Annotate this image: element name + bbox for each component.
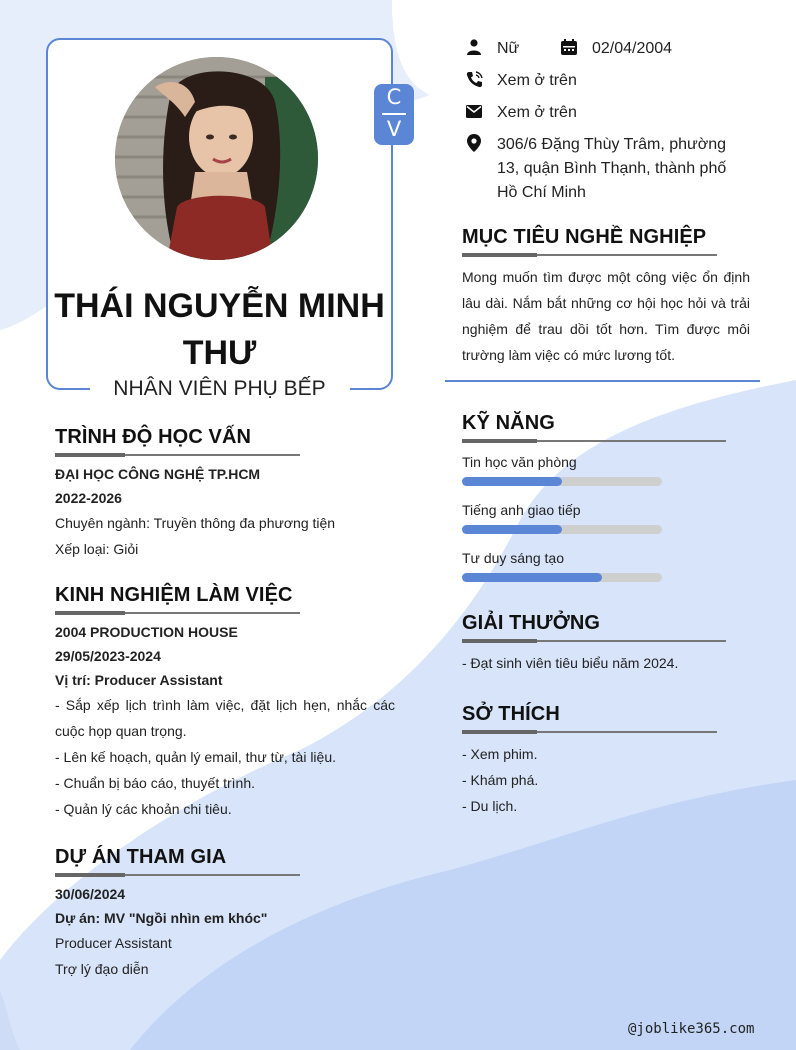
- hobby-item: - Xem phim.: [462, 746, 538, 762]
- experience-duty: - Sắp xếp lịch trình làm việc, đặt lịch hẹn, nhắc các cuộc họp quan trọng.: [55, 697, 395, 739]
- skill-name: Tin học văn phòng: [462, 454, 577, 470]
- candidate-name: THÁI NGUYỄN MINH THƯ: [54, 287, 385, 372]
- experience-title: KINH NGHIỆM LÀM VIỆC: [55, 584, 293, 606]
- project-date: 30/06/2024: [55, 886, 126, 902]
- objective-text: Mong muốn tìm được một công việc ổn định lâu dài. Nắm bắt những cơ hội học hỏi và trải nghiệm để trau dồi tốt hơn. Tìm được môi trường làm việc có mức lương tốt.: [462, 269, 750, 363]
- experience-position: Vị trí: Producer Assistant: [55, 672, 223, 688]
- hobbies-rule: [462, 731, 717, 733]
- skills-section: [462, 412, 752, 598]
- education-school: ĐẠI HỌC CÔNG NGHỆ TP.HCM: [55, 466, 261, 482]
- hobby-item: - Khám phá.: [462, 772, 539, 788]
- right-divider: [445, 380, 760, 382]
- experience-duty: - Lên kế hoạch, quản lý email, thư từ, tài liệu.: [55, 749, 337, 765]
- experience-company: 2004 PRODUCTION HOUSE: [55, 624, 238, 640]
- experience-rule: [55, 612, 300, 614]
- person-icon: [462, 37, 486, 57]
- project-role: Trợ lý đạo diễn: [55, 961, 149, 977]
- projects-rule: [55, 874, 300, 876]
- projects-title: DỰ ÁN THAM GIA: [55, 846, 227, 868]
- contact-gender-row: [462, 37, 672, 61]
- experience-duty: - Quản lý các khoản chi tiêu.: [55, 801, 232, 817]
- cv-badge: [374, 84, 414, 145]
- footer-credit: @joblike365.com: [628, 1021, 755, 1037]
- projects-section: [55, 846, 395, 982]
- skill-name: Tiếng anh giao tiếp: [462, 502, 581, 518]
- gender-text: Nữ: [497, 40, 520, 57]
- profile-photo: [115, 57, 318, 260]
- skill-bar: [462, 525, 662, 534]
- hobby-item: - Du lịch.: [462, 798, 518, 814]
- skill-bar: [462, 477, 662, 486]
- education-title: TRÌNH ĐỘ HỌC VẤN: [55, 426, 252, 448]
- cv-badge-top: C: [386, 85, 402, 109]
- contact-phone-row: [462, 69, 577, 93]
- skill-name: Tư duy sáng tạo: [462, 550, 564, 566]
- hobbies-list: [462, 741, 752, 819]
- skills-rule: [462, 440, 726, 442]
- education-rank: Xếp loại: Giỏi: [55, 541, 139, 557]
- phone-icon: [462, 69, 486, 89]
- skill-bar-fill: [462, 477, 562, 486]
- skills-title: KỸ NĂNG: [462, 412, 555, 434]
- education-years: 2022-2026: [55, 490, 122, 506]
- experience-period: 29/05/2023-2024: [55, 648, 161, 664]
- project-name: Dự án: MV "Ngồi nhìn em khóc": [55, 910, 268, 926]
- awards-title: GIẢI THƯỞNG: [462, 612, 601, 634]
- birthday-text: 02/04/2004: [592, 40, 673, 57]
- contact-email-row: [462, 101, 577, 125]
- envelope-icon: [462, 101, 486, 121]
- education-major: Chuyên ngành: Truyền thông đa phương tiện: [55, 515, 336, 531]
- award-item: - Đạt sinh viên tiêu biểu năm 2024.: [462, 655, 679, 671]
- education-section: [55, 426, 395, 562]
- map-pin-icon: [462, 133, 486, 153]
- skill-bar-fill: [462, 525, 562, 534]
- phone-text: Xem ở trên: [497, 72, 577, 89]
- education-rule: [55, 454, 300, 456]
- hobbies-title: SỞ THÍCH: [462, 703, 560, 725]
- portrait-illustration: [115, 57, 318, 260]
- project-role: Producer Assistant: [55, 935, 172, 951]
- awards-rule: [462, 640, 726, 642]
- cv-badge-separator: [382, 113, 406, 115]
- objective-rule: [462, 254, 717, 256]
- skills-list: [462, 454, 752, 582]
- skill-bar-fill: [462, 573, 602, 582]
- objective-section: [462, 226, 750, 368]
- skill-bar: [462, 573, 662, 582]
- calendar-icon: [557, 37, 581, 57]
- awards-section: [462, 612, 752, 676]
- address-text: 306/6 Đặng Thùy Trâm, phường 13, quận Bình Thạnh, thành phố Hồ Chí Minh: [497, 136, 727, 201]
- hobbies-section: [462, 703, 752, 819]
- contact-address-row: [462, 133, 737, 205]
- job-title: NHÂN VIÊN PHỤ BẾP: [113, 377, 326, 400]
- experience-duty: - Chuẩn bị báo cáo, thuyết trình.: [55, 775, 256, 791]
- experience-section: [55, 584, 395, 822]
- email-text: Xem ở trên: [497, 104, 577, 121]
- objective-title: MỤC TIÊU NGHỀ NGHIỆP: [462, 226, 707, 248]
- cv-badge-bottom: V: [386, 116, 402, 141]
